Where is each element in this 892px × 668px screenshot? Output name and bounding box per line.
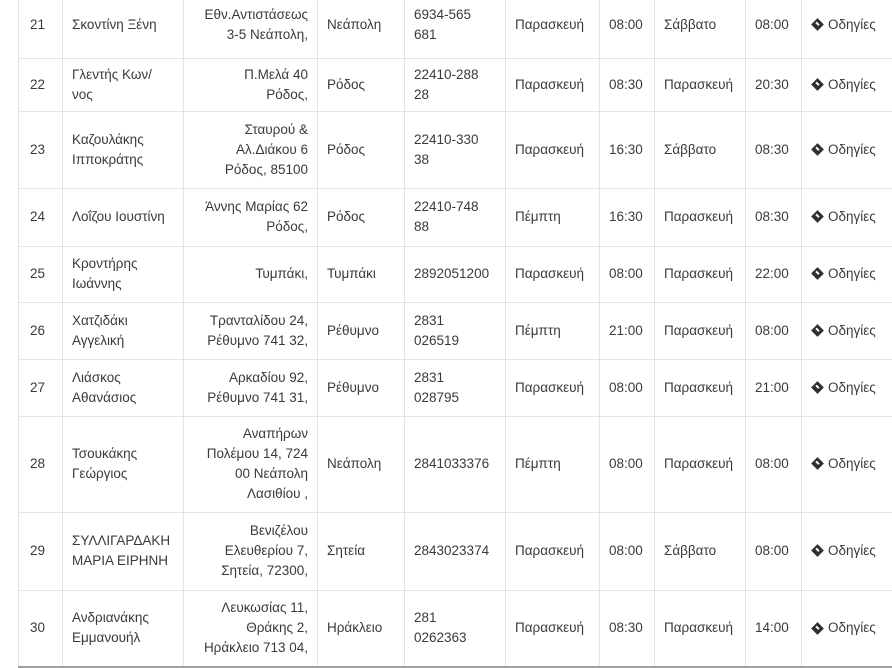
directions-label: Οδηγίες bbox=[828, 266, 876, 281]
directions-icon bbox=[811, 622, 824, 635]
pharmacy-phone bbox=[405, 302, 506, 359]
pharmacy-address bbox=[184, 0, 318, 58]
duty-end-day: Παρασκευή bbox=[655, 246, 746, 302]
duty-end-time: 14:00 bbox=[746, 590, 802, 667]
duty-end-time: 08:30 bbox=[746, 111, 802, 188]
directions-icon bbox=[811, 458, 824, 471]
duty-end-time: 08:00 bbox=[746, 302, 802, 359]
directions-link[interactable] bbox=[811, 620, 876, 635]
pharmacy-phone-line: 28 bbox=[414, 87, 429, 102]
pharmacist-name-line: Ιωάννης bbox=[72, 276, 122, 291]
duty-start-day: Παρασκευή bbox=[506, 359, 600, 416]
pharmacy-address-line: Ελευθερίου 7, bbox=[225, 543, 308, 558]
directions-link[interactable] bbox=[811, 142, 876, 157]
duty-end-day: Παρασκευή bbox=[655, 590, 746, 667]
pharmacy-phone bbox=[405, 188, 506, 246]
duty-start-day: Παρασκευή bbox=[506, 590, 600, 667]
directions-link[interactable] bbox=[811, 323, 876, 338]
pharmacy-city: Ηράκλειο bbox=[318, 590, 405, 667]
duty-start-day: Παρασκευή bbox=[506, 58, 600, 111]
pharmacist-name bbox=[63, 58, 184, 111]
pharmacy-phone-line: 38 bbox=[414, 152, 429, 167]
pharmacist-name bbox=[63, 302, 184, 359]
duty-end-time: 08:30 bbox=[746, 188, 802, 246]
duty-end-time: 08:00 bbox=[746, 512, 802, 590]
pharmacist-name-line: Αγγελική bbox=[72, 333, 124, 348]
pharmacist-name bbox=[63, 416, 184, 512]
duty-end-time: 22:00 bbox=[746, 246, 802, 302]
directions-link[interactable] bbox=[811, 77, 876, 92]
pharmacy-address-line: Λευκωσίας 11, bbox=[221, 600, 308, 615]
duty-end-day: Παρασκευή bbox=[655, 58, 746, 111]
pharmacist-name-line: νος bbox=[72, 87, 93, 102]
pharmacy-phone-line: 2843023374 bbox=[414, 543, 489, 558]
pharmacy-address-line: Λασιθίου , bbox=[247, 486, 308, 501]
directions-label: Οδηγίες bbox=[828, 209, 876, 224]
duty-end-day: Παρασκευή bbox=[655, 416, 746, 512]
pharmacy-phone-line: 028795 bbox=[414, 390, 459, 405]
duty-start-day: Παρασκευή bbox=[506, 111, 600, 188]
pharmacy-address bbox=[184, 590, 318, 667]
duty-start-day: Πέμπτη bbox=[506, 188, 600, 246]
pharmacist-name bbox=[63, 111, 184, 188]
duty-start-day: Παρασκευή bbox=[506, 246, 600, 302]
row-number: 23 bbox=[19, 111, 63, 188]
pharmacy-phone-line: 2841033376 bbox=[414, 456, 489, 471]
duty-start-time: 08:00 bbox=[600, 512, 655, 590]
directions-icon bbox=[811, 324, 824, 337]
directions-label: Οδηγίες bbox=[828, 620, 876, 635]
directions-label: Οδηγίες bbox=[828, 77, 876, 92]
pharmacy-address-line: Π.Μελά 40 bbox=[244, 67, 308, 82]
row-number: 29 bbox=[19, 512, 63, 590]
duty-end-day: Παρασκευή bbox=[655, 302, 746, 359]
row-number: 22 bbox=[19, 58, 63, 111]
duty-end-day: Παρασκευή bbox=[655, 359, 746, 416]
duty-start-time: 08:00 bbox=[600, 0, 655, 58]
duty-start-day: Πέμπτη bbox=[506, 416, 600, 512]
pharmacy-address bbox=[184, 302, 318, 359]
pharmacy-address bbox=[184, 58, 318, 111]
directions-icon bbox=[811, 545, 824, 558]
pharmacy-city: Τυμπάκι bbox=[318, 246, 405, 302]
directions-label: Οδηγίες bbox=[828, 17, 876, 32]
pharmacy-city: Νεάπολη bbox=[318, 0, 405, 58]
duty-end-day: Παρασκευή bbox=[655, 188, 746, 246]
directions-icon bbox=[811, 381, 824, 394]
pharmacy-city: Νεάπολη bbox=[318, 416, 405, 512]
pharmacy-address-line: Ρέθυμνο 741 32, bbox=[207, 333, 308, 348]
row-number: 25 bbox=[19, 246, 63, 302]
pharmacy-address bbox=[184, 246, 318, 302]
pharmacist-name-line: Καζουλάκης bbox=[72, 132, 144, 147]
pharmacist-name bbox=[63, 246, 184, 302]
pharmacy-phone bbox=[405, 359, 506, 416]
pharmacy-phone bbox=[405, 246, 506, 302]
table-row bbox=[19, 359, 892, 416]
pharmacy-phone bbox=[405, 590, 506, 667]
pharmacist-name-line: Γεώργιος bbox=[72, 466, 127, 481]
pharmacist-name-line: Τσουκάκης bbox=[72, 446, 137, 461]
pharmacist-name-line: ΣΥΛΛΙΓΑΡΔΑΚΗ bbox=[72, 533, 170, 548]
directions-link[interactable] bbox=[811, 17, 876, 32]
directions-link[interactable] bbox=[811, 209, 876, 224]
pharmacy-address-line: Αρκαδίου 92, bbox=[229, 370, 308, 385]
pharmacy-address-line: Βενιζέλου bbox=[250, 523, 308, 538]
pharmacy-address-line: Πολέμου 14, 724 bbox=[207, 446, 308, 461]
pharmacist-name-line: Ανδριανάκης bbox=[72, 610, 149, 625]
pharmacy-address-line: 3-5 Νεάπολη, bbox=[227, 27, 308, 42]
duty-start-time: 08:00 bbox=[600, 359, 655, 416]
pharmacy-address bbox=[184, 111, 318, 188]
directions-cell bbox=[802, 512, 892, 590]
row-number: 27 bbox=[19, 359, 63, 416]
pharmacist-name-line: ΜΑΡΙΑ ΕΙΡΗΝΗ bbox=[72, 553, 168, 568]
table-row bbox=[19, 58, 892, 111]
pharmacy-address-line: Άννης Μαρίας 62 bbox=[205, 199, 308, 214]
table-row bbox=[19, 302, 892, 359]
pharmacist-name bbox=[63, 0, 184, 58]
pharmacy-address bbox=[184, 512, 318, 590]
directions-cell bbox=[802, 246, 892, 302]
duty-end-day: Σάββατο bbox=[655, 111, 746, 188]
row-number: 24 bbox=[19, 188, 63, 246]
duty-start-time: 08:00 bbox=[600, 246, 655, 302]
pharmacy-phone-line: 0262363 bbox=[414, 630, 467, 645]
pharmacy-phone-line: 681 bbox=[414, 27, 437, 42]
pharmacy-city: Ρόδος bbox=[318, 111, 405, 188]
directions-link[interactable] bbox=[811, 456, 876, 471]
directions-cell bbox=[802, 590, 892, 667]
row-number: 28 bbox=[19, 416, 63, 512]
pharmacist-name-line: Εμμανουήλ bbox=[72, 630, 140, 645]
directions-label: Οδηγίες bbox=[828, 456, 876, 471]
pharmacy-address-line: Ρέθυμνο 741 31, bbox=[207, 390, 308, 405]
pharmacy-address bbox=[184, 359, 318, 416]
directions-cell bbox=[802, 58, 892, 111]
pharmacy-address-line: Αλ.Διάκου 6 bbox=[236, 142, 308, 157]
table-row bbox=[19, 590, 892, 667]
duty-end-time: 21:00 bbox=[746, 359, 802, 416]
pharmacy-address-line: Ρόδος, 85100 bbox=[225, 162, 308, 177]
table-row bbox=[19, 111, 892, 188]
duty-start-time: 16:30 bbox=[600, 111, 655, 188]
directions-cell bbox=[802, 111, 892, 188]
directions-cell bbox=[802, 0, 892, 58]
pharmacy-address-line: Σητεία, 72300, bbox=[221, 563, 308, 578]
row-number: 26 bbox=[19, 302, 63, 359]
pharmacist-name-line: Σκοντίνη Ξένη bbox=[72, 17, 157, 32]
pharmacist-name-line: Χατζιδάκι bbox=[72, 313, 128, 328]
duty-end-time: 08:00 bbox=[746, 0, 802, 58]
directions-icon bbox=[811, 211, 824, 224]
pharmacist-name-line: Λοΐζου Ιουστίνη bbox=[72, 209, 165, 224]
pharmacy-address-line: Τυμπάκι, bbox=[255, 266, 308, 281]
pharmacy-city: Ρόδος bbox=[318, 58, 405, 111]
directions-label: Οδηγίες bbox=[828, 543, 876, 558]
directions-icon bbox=[811, 18, 824, 31]
pharmacy-address-line: Εθν.Αντιστάσεως bbox=[204, 7, 308, 22]
pharmacy-phone-line: 22410-748 bbox=[414, 199, 479, 214]
duty-start-time: 21:00 bbox=[600, 302, 655, 359]
pharmacy-address-line: Θράκης 2, bbox=[246, 620, 308, 635]
pharmacist-name-line: Λιάσκος bbox=[72, 370, 121, 385]
pharmacist-name bbox=[63, 512, 184, 590]
pharmacy-address-line: Ρόδος, bbox=[266, 87, 308, 102]
pharmacy-city: Ρέθυμνο bbox=[318, 302, 405, 359]
directions-cell bbox=[802, 302, 892, 359]
pharmacy-address-line: 00 Νεάπολη bbox=[235, 466, 308, 481]
row-number: 21 bbox=[19, 0, 63, 58]
table-row bbox=[19, 188, 892, 246]
pharmacy-phone-line: 88 bbox=[414, 219, 429, 234]
pharmacist-name-line: Ιπποκράτης bbox=[72, 152, 143, 167]
pharmacy-address bbox=[184, 188, 318, 246]
directions-label: Οδηγίες bbox=[828, 142, 876, 157]
pharmacy-phone-line: 2831 bbox=[414, 313, 444, 328]
table-row bbox=[19, 512, 892, 590]
pharmacy-address-line: Ρόδος, bbox=[266, 219, 308, 234]
pharmacy-phone-line: 2892051200 bbox=[414, 266, 489, 281]
directions-icon bbox=[811, 143, 824, 156]
directions-cell bbox=[802, 359, 892, 416]
pharmacy-city: Ρόδος bbox=[318, 188, 405, 246]
pharmacy-phone-line: 026519 bbox=[414, 333, 459, 348]
directions-label: Οδηγίες bbox=[828, 323, 876, 338]
directions-link[interactable] bbox=[811, 543, 876, 558]
directions-icon bbox=[811, 78, 824, 91]
pharmacy-phone-line: 22410-288 bbox=[414, 67, 479, 82]
pharmacist-name-line: Αθανάσιος bbox=[72, 390, 136, 405]
pharmacy-phone bbox=[405, 512, 506, 590]
pharmacy-phone bbox=[405, 58, 506, 111]
duty-start-time: 16:30 bbox=[600, 188, 655, 246]
directions-icon bbox=[811, 268, 824, 281]
table-row bbox=[19, 246, 892, 302]
duty-end-day: Σάββατο bbox=[655, 0, 746, 58]
pharmacy-address-line: Ηράκλειο 713 04, bbox=[204, 640, 308, 655]
pharmacy-phone-line: 6934-565 bbox=[414, 7, 471, 22]
pharmacist-name bbox=[63, 590, 184, 667]
pharmacist-name-line: Κροντήρης bbox=[72, 256, 137, 271]
pharmacy-address-line: Σταυρού & bbox=[245, 122, 308, 137]
directions-cell bbox=[802, 188, 892, 246]
directions-link[interactable] bbox=[811, 266, 876, 281]
duty-end-time: 08:00 bbox=[746, 416, 802, 512]
pharmacy-address-line: Τρανταλίδου 24, bbox=[210, 313, 308, 328]
pharmacy-phone-line: 22410-330 bbox=[414, 132, 479, 147]
table-row bbox=[19, 0, 892, 58]
table-row bbox=[19, 416, 892, 512]
duty-end-day: Σάββατο bbox=[655, 512, 746, 590]
duty-end-time: 20:30 bbox=[746, 58, 802, 111]
pharmacy-city: Ρέθυμνο bbox=[318, 359, 405, 416]
duty-start-time: 08:00 bbox=[600, 416, 655, 512]
pharmacy-phone-line: 281 bbox=[414, 610, 437, 625]
duty-start-time: 08:30 bbox=[600, 58, 655, 111]
pharmacy-phone-line: 2831 bbox=[414, 370, 444, 385]
duty-start-day: Παρασκευή bbox=[506, 512, 600, 590]
pharmacy-duty-table bbox=[18, 0, 892, 668]
pharmacy-address-line: Αναπήρων bbox=[243, 426, 308, 441]
directions-link[interactable] bbox=[811, 380, 876, 395]
pharmacy-address bbox=[184, 416, 318, 512]
pharmacist-name bbox=[63, 359, 184, 416]
pharmacy-phone bbox=[405, 416, 506, 512]
pharmacist-name-line: Γλεντής Κων/ bbox=[72, 67, 152, 82]
directions-cell bbox=[802, 416, 892, 512]
pharmacy-phone bbox=[405, 111, 506, 188]
duty-start-day: Πέμπτη bbox=[506, 302, 600, 359]
pharmacy-city: Σητεία bbox=[318, 512, 405, 590]
pharmacist-name bbox=[63, 188, 184, 246]
duty-start-time: 08:30 bbox=[600, 590, 655, 667]
duty-start-day: Παρασκευή bbox=[506, 0, 600, 58]
pharmacy-phone bbox=[405, 0, 506, 58]
directions-label: Οδηγίες bbox=[828, 380, 876, 395]
row-number: 30 bbox=[19, 590, 63, 667]
